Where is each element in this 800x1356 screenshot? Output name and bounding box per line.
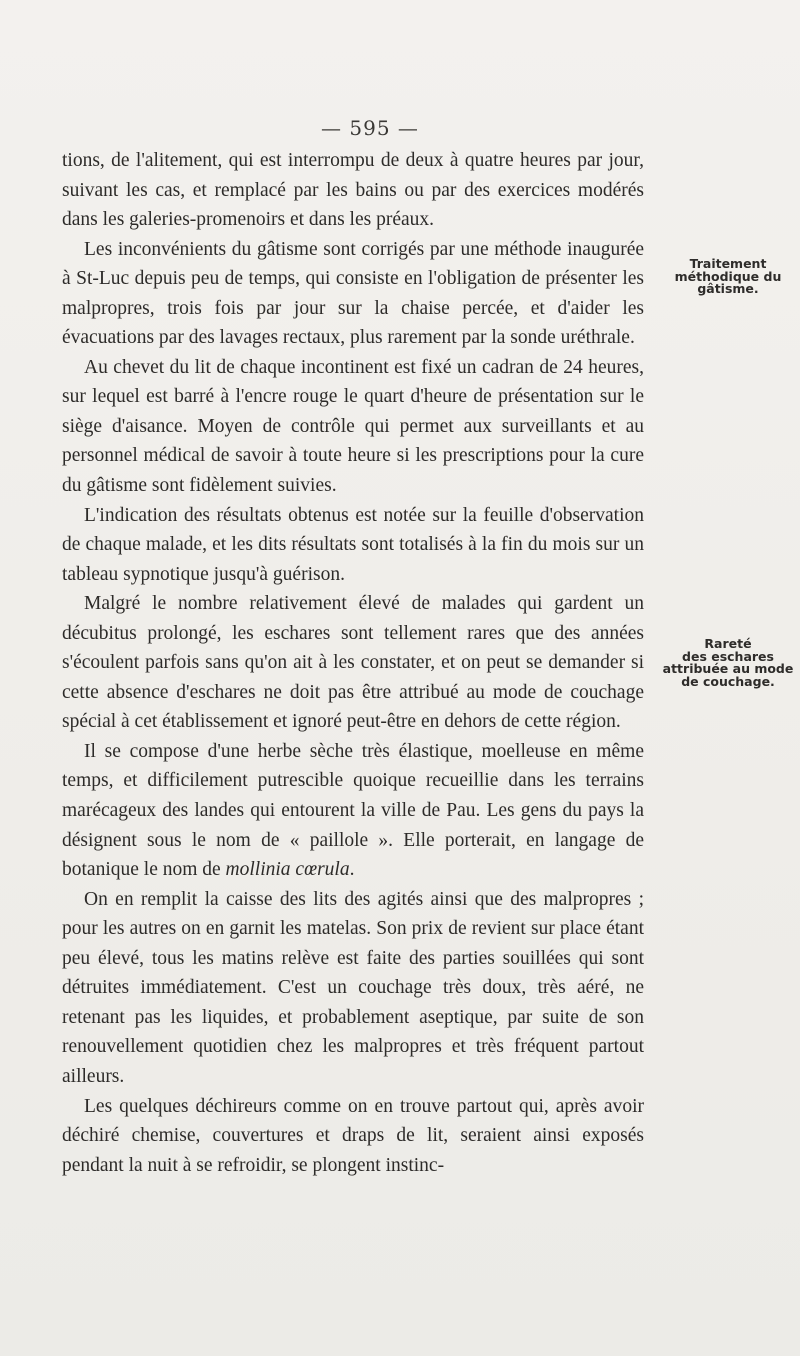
page-number: — 595 — [321, 116, 419, 140]
margin-note-line: attribuée au mode [662, 661, 794, 676]
paragraph-dial: Au chevet du lit de chaque incontinent est fixé un cadran de 24 heures, sur lequel est barré à l'encre rouge le quart d'heure de présentation sur le siège d'aisance. Moyen de contrôle qui permet aux surveillants et au personnel médical de savoir à toute heure si les prescriptions pour la cure du gâtisme sont fidèlement suivies. [62, 356, 644, 497]
margin-note-line: de couchage. [681, 673, 775, 689]
margin-note-line: Traitement [689, 256, 767, 271]
herb-text-before: Il se compose d'une herbe sèche très élastique, moelleuse en même temps, et difficilement putrescible quoique recueillie dans les terrains marécageux des landes qui entourent la ville de Pau. Les gens du pays la désignent sous le nom de « paillole ». Elle porterait, en langage de botanique le nom de [62, 740, 644, 881]
margin-note-line: gâtisme. [697, 281, 759, 296]
margin-note-line: Rareté [704, 636, 752, 651]
paragraph-beds: On en remplit la caisse des lits des agités ainsi que des malpropres ; pour les autres on en garnit les matelas. Son prix de revient sur place étant peu élevé, tous les matins relève est faite des parties souillées qui sont détruites immédiatement. C'est un couchage très doux, très aéré, ne retenant pas les liquides, et probablement aseptique, par suite de son renouvellement quotidien chez les malpropres et très fréquent partout ailleurs. [62, 888, 644, 1087]
paragraph-continuation: tions, de l'alitement, qui est interrompu de deux à quatre heures par jour, suivant les cas, et remplacé par les bains ou par des exercices modérés dans les galeries-promenoirs et dans les préaux. [62, 150, 644, 231]
paragraph-herb [62, 737, 644, 885]
margin-note-line: méthodique du [674, 268, 782, 284]
paragraph-gatisme-method: Les inconvénients du gâtisme sont corrigés par une méthode inaugurée à St-Luc depuis peu de temps, qui consiste en l'obligation de présenter les malpropres, trois fois par jour sur la chaise percée, et d'aider les évacuations par des lavages rectaux, plus rarement par la sonde uréthrale. [62, 238, 644, 349]
paragraph-tearers: Les quelques déchireurs comme on en trouve partout qui, après avoir déchiré chemise, couvertures et draps de lit, seraient ainsi exposés pendant la nuit à se refroidir, se plongent instinc- [62, 1095, 644, 1176]
body-text [62, 146, 644, 1180]
herb-text-after: . [349, 859, 355, 881]
latin-name: mollinia cœrula [225, 859, 350, 881]
margin-note-treatment [653, 258, 800, 296]
margin-note-rarity [653, 638, 800, 688]
margin-note-line: des eschares [682, 648, 774, 664]
paragraph-eschares: Malgré le nombre relativement élevé de malades qui gardent un décubitus prolongé, les eschares sont tellement rares que des années s'écoulent parfois sans qu'on ait à les constater, et on peut se demander si cette absence d'eschares ne doit pas être attribué au mode de couchage spécial à cet établissement et ignoré peut-être en dehors de cette région. [62, 593, 644, 733]
paragraph-results: L'indication des résultats obtenus est notée sur la feuille d'observation de chaque malade, et les dits résultats sont totalisés à la fin du mois sur un tableau sypnotique jusqu'à guérison. [62, 504, 644, 585]
